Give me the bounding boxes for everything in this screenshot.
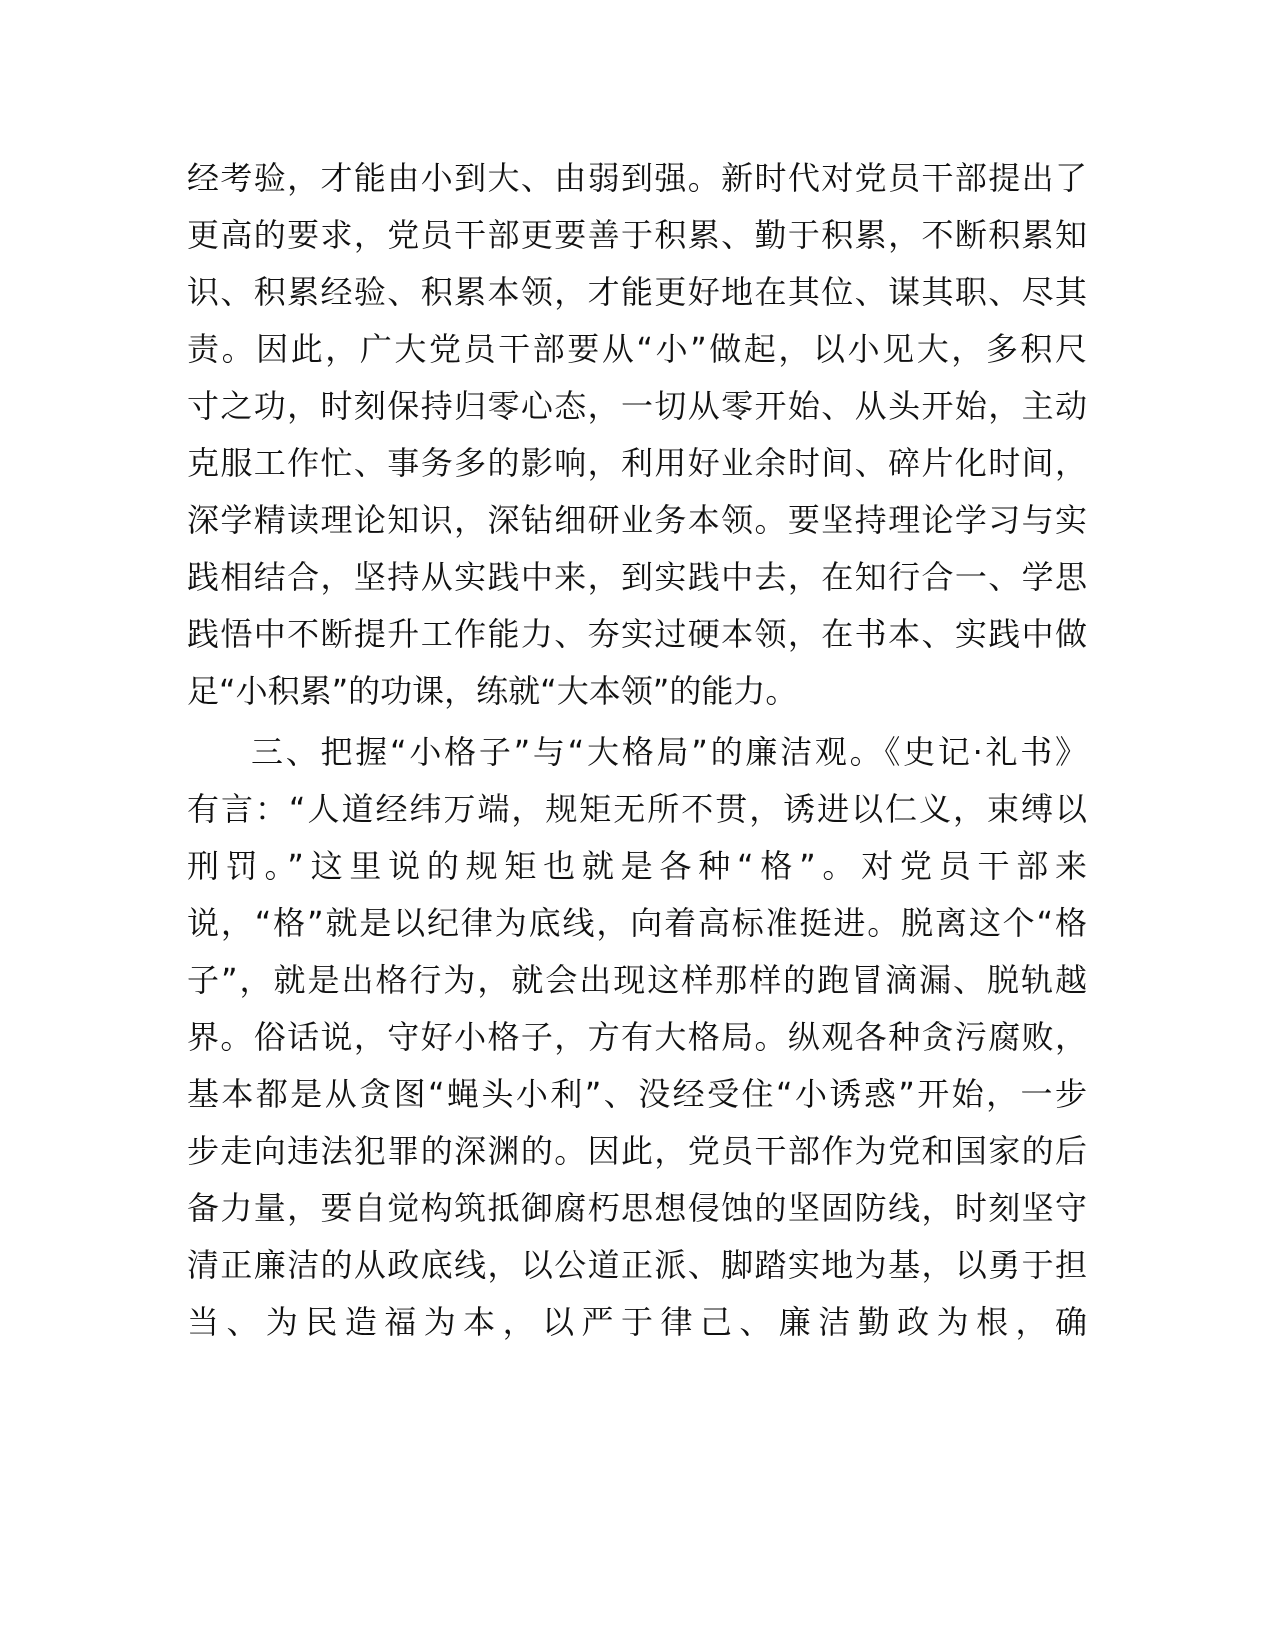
text-line: 践相结合，坚持从实践中来，到实践中去，在知行合一、学思 bbox=[187, 558, 1087, 596]
paragraph-2 bbox=[187, 724, 1087, 1351]
text-line: 界。俗话说，守好小格子，方有大格局。纵观各种贪污腐败， bbox=[187, 1018, 1087, 1056]
body-text bbox=[187, 150, 1087, 1351]
text-line: 子”，就是出格行为，就会出现这样那样的跑冒滴漏、脱轨越 bbox=[187, 961, 1087, 999]
text-line: 备力量，要自觉构筑抵御腐朽思想侵蚀的坚固防线，时刻坚守 bbox=[187, 1189, 1087, 1227]
section-heading-line: 三、把握“小格子”与“大格局”的廉洁观。《史记·礼书》 bbox=[251, 733, 1087, 771]
text-line: 足“小积累”的功课，练就“大本领”的能力。 bbox=[187, 672, 798, 710]
text-line: 深学精读理论知识，深钻细研业务本领。要坚持理论学习与实 bbox=[187, 501, 1087, 539]
text-line: 清正廉洁的从政底线，以公道正派、脚踏实地为基，以勇于担 bbox=[187, 1246, 1087, 1284]
text-line: 寸之功，时刻保持归零心态，一切从零开始、从头开始，主动 bbox=[187, 387, 1087, 425]
text-line: 刑罚。”这里说的规矩也就是各种“格”。对党员干部来 bbox=[187, 847, 1087, 885]
text-line: 践悟中不断提升工作能力、夯实过硬本领，在书本、实践中做 bbox=[187, 615, 1087, 653]
text-line: 责。因此，广大党员干部要从“小”做起，以小见大，多积尺 bbox=[187, 330, 1087, 368]
text-line: 克服工作忙、事务多的影响，利用好业余时间、碎片化时间， bbox=[187, 444, 1087, 482]
text-line: 说，“格”就是以纪律为底线，向着高标准挺进。脱离这个“格 bbox=[187, 904, 1087, 942]
text-line: 有言：“人道经纬万端，规矩无所不贯，诱进以仁义，束缚以 bbox=[187, 790, 1087, 828]
text-line: 识、积累经验、积累本领，才能更好地在其位、谋其职、尽其 bbox=[187, 273, 1087, 311]
text-line: 当、为民造福为本，以严于律己、廉洁勤政为根，确 bbox=[187, 1303, 1087, 1341]
text-line: 步走向违法犯罪的深渊的。因此，党员干部作为党和国家的后 bbox=[187, 1132, 1087, 1170]
paragraph-1 bbox=[187, 150, 1087, 720]
text-line: 经考验，才能由小到大、由弱到强。新时代对党员干部提出了 bbox=[187, 159, 1087, 197]
text-line: 基本都是从贪图“蝇头小利”、没经受住“小诱惑”开始，一步 bbox=[187, 1075, 1087, 1113]
text-line: 更高的要求，党员干部更要善于积累、勤于积累，不断积累知 bbox=[187, 216, 1087, 254]
